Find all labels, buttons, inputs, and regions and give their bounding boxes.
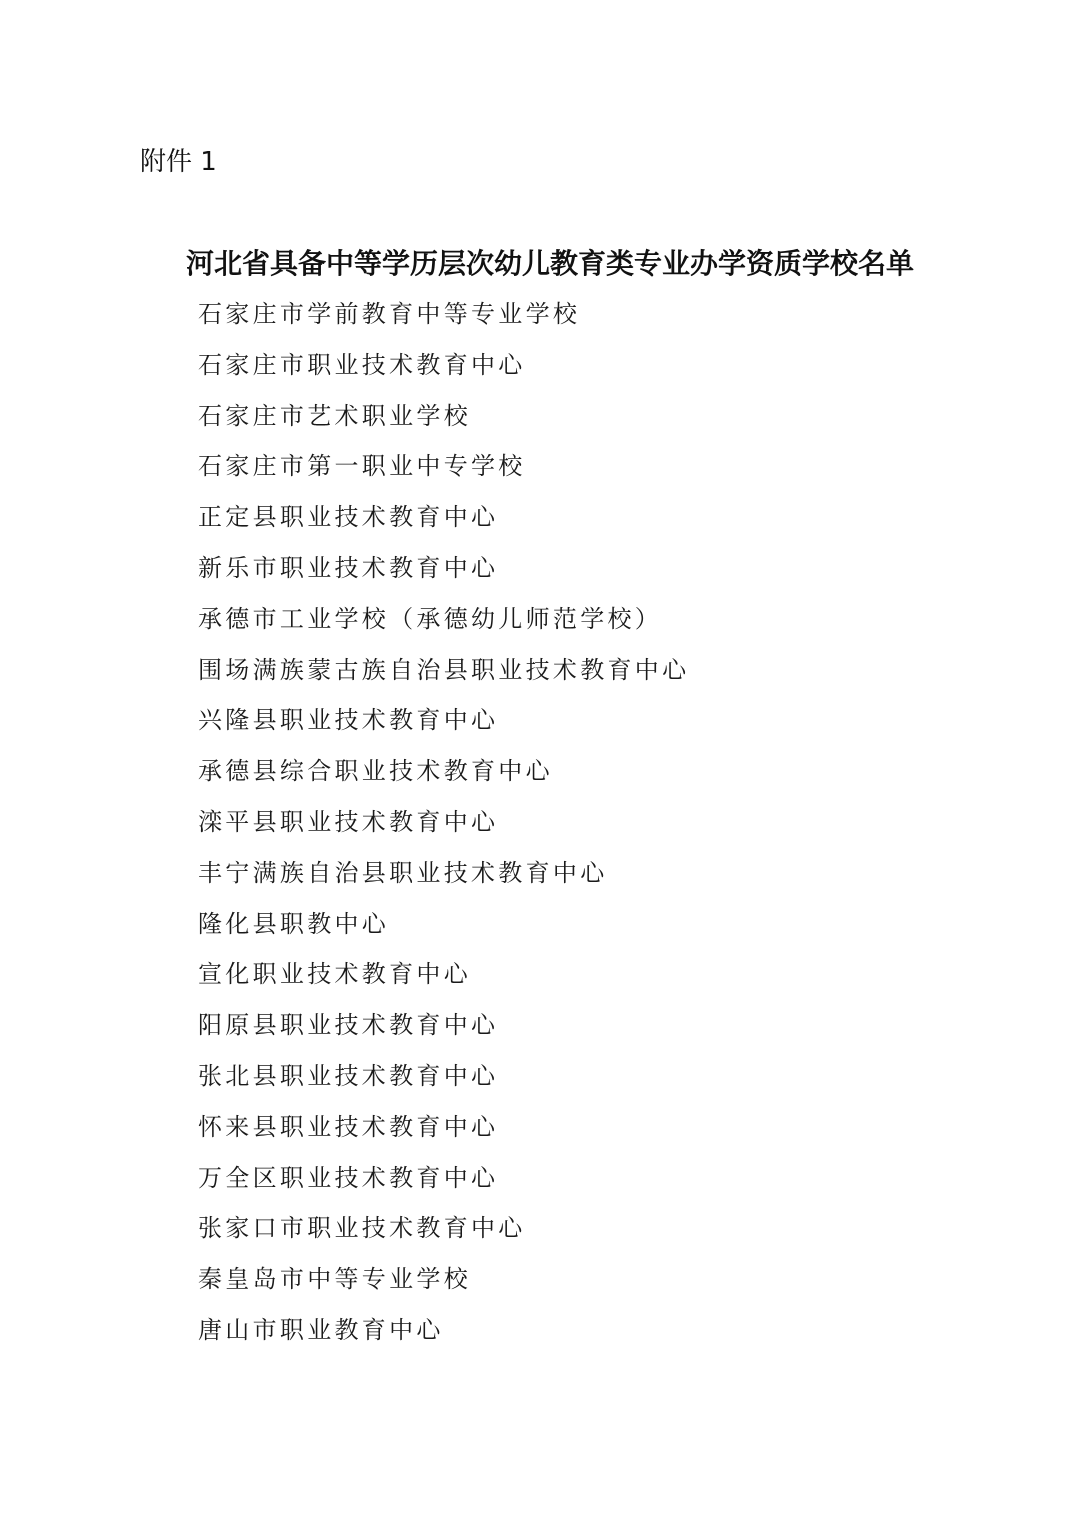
school-list-item: 宣化职业技术教育中心 (198, 960, 471, 989)
school-list-item: 石家庄市第一职业中专学校 (198, 452, 526, 481)
school-list-item: 承德县综合职业技术教育中心 (198, 757, 553, 786)
school-list-item: 正定县职业技术教育中心 (198, 503, 499, 532)
school-list-item: 丰宁满族自治县职业技术教育中心 (198, 858, 608, 887)
school-list-item: 围场满族蒙古族自治县职业技术教育中心 (198, 655, 690, 684)
attachment-label: 附件 1 (140, 147, 217, 177)
school-list-item: 唐山市职业教育中心 (198, 1315, 444, 1344)
school-list-item: 石家庄市艺术职业学校 (198, 401, 471, 430)
school-list-item: 张北县职业技术教育中心 (198, 1061, 499, 1090)
school-list-item: 万全区职业技术教育中心 (198, 1163, 499, 1192)
school-list-item: 怀来县职业技术教育中心 (198, 1112, 499, 1141)
school-list-item: 新乐市职业技术教育中心 (198, 553, 499, 582)
school-list-item: 石家庄市学前教育中等专业学校 (198, 300, 581, 328)
school-list-item: 石家庄市职业技术教育中心 (198, 350, 526, 379)
school-list-item: 张家口市职业技术教育中心 (198, 1214, 526, 1243)
document-title: 河北省具备中等学历层次幼儿教育类专业办学资质学校名单 (186, 247, 915, 280)
school-list-item: 滦平县职业技术教育中心 (198, 807, 499, 836)
school-list-item: 承德市工业学校（承德幼儿师范学校） (198, 604, 663, 633)
school-list (198, 294, 689, 1361)
school-list-item: 阳原县职业技术教育中心 (198, 1011, 499, 1040)
school-list-item: 秦皇岛市中等专业学校 (198, 1265, 471, 1294)
school-list-item: 隆化县职教中心 (198, 909, 390, 938)
school-list-item: 兴隆县职业技术教育中心 (198, 706, 499, 735)
